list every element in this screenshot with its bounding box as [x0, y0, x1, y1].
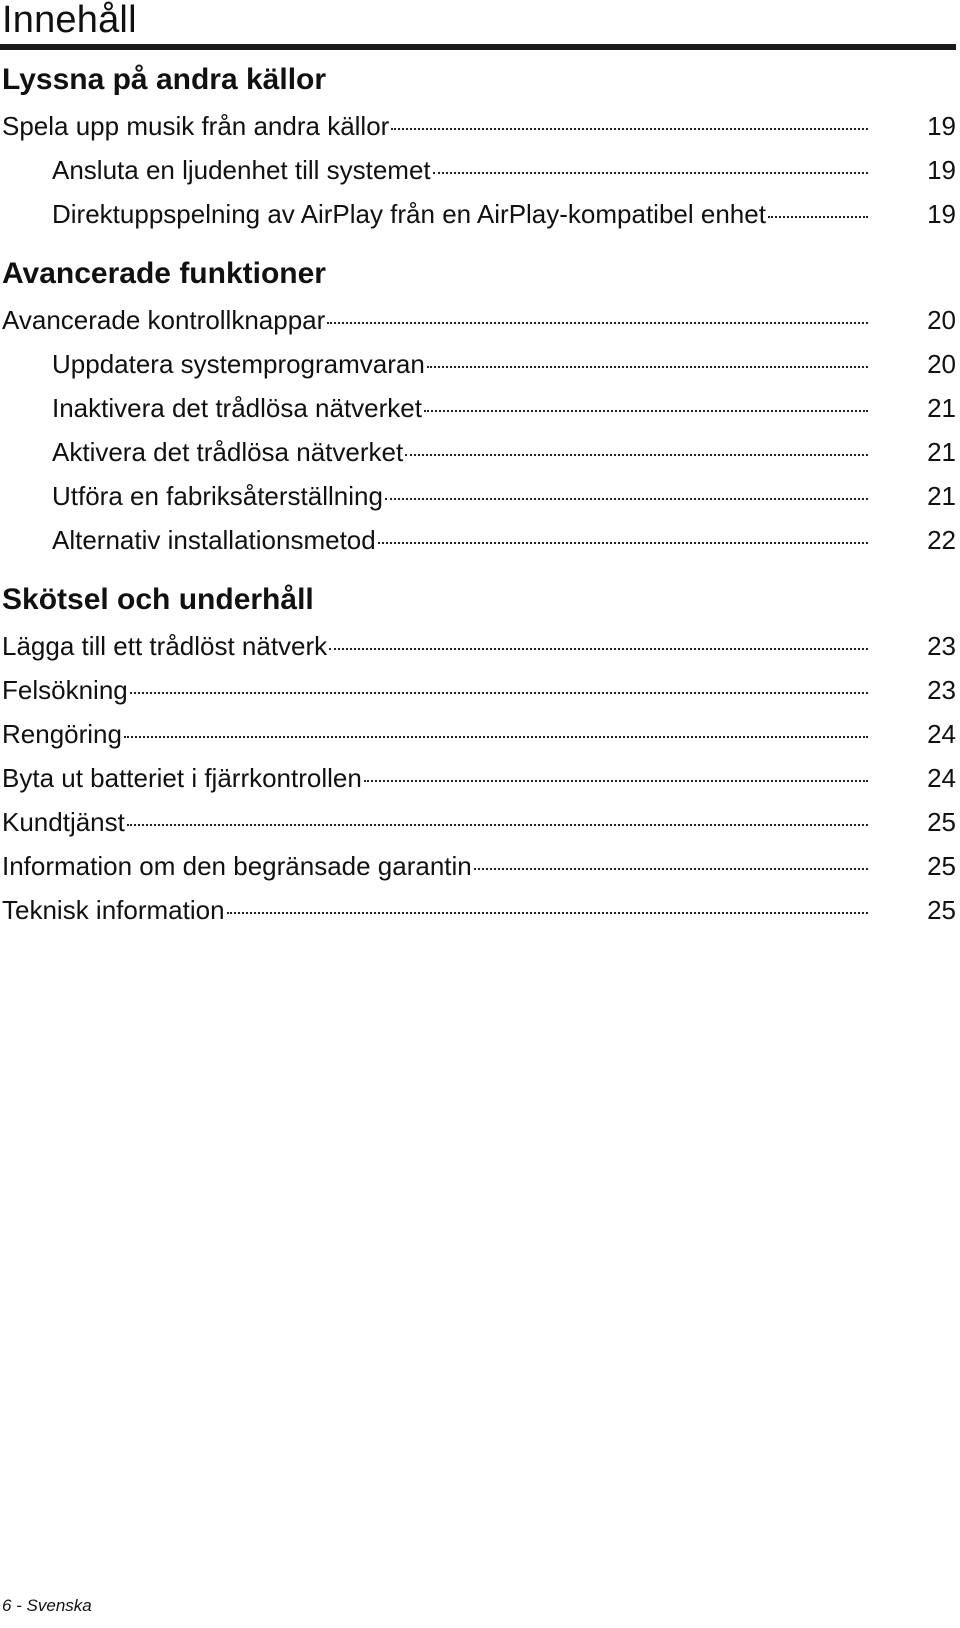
toc-entry-page-number: 24 — [927, 763, 956, 793]
page-footer: 6 - Svenska — [2, 1596, 92, 1615]
toc-entry-page-number: 22 — [927, 525, 956, 555]
toc-entry-page-number: 25 — [927, 895, 956, 925]
dot-leader — [474, 868, 868, 870]
toc-entry-label: Information om den begränsade garantin — [2, 851, 472, 881]
toc-section — [0, 250, 956, 562]
toc-entry-label: Teknisk information — [2, 895, 225, 925]
toc-entry-page-number: 25 — [927, 851, 956, 881]
toc-entry-page-number: 21 — [927, 393, 956, 423]
toc-entry[interactable] — [0, 756, 956, 800]
toc-entry[interactable] — [0, 474, 956, 518]
toc-entry[interactable] — [0, 192, 956, 236]
toc-entry[interactable] — [0, 298, 956, 342]
dot-leader — [385, 498, 868, 500]
dot-leader — [227, 912, 868, 914]
toc-entry-page-number: 21 — [927, 437, 956, 467]
dot-leader — [364, 780, 868, 782]
toc-entry-page-number: 20 — [927, 305, 956, 335]
toc-entry[interactable] — [0, 888, 956, 932]
toc-entry-label: Avancerade kontrollknappar — [2, 305, 326, 335]
toc-entry[interactable] — [0, 844, 956, 888]
toc-entry-page-number: 23 — [927, 631, 956, 661]
toc-entry[interactable] — [0, 668, 956, 712]
toc-entry-label: Spela upp musik från andra källor — [2, 111, 390, 141]
section-heading: Skötsel och underhåll — [2, 583, 314, 616]
toc-entry[interactable] — [0, 624, 956, 668]
toc-entry-label: Aktivera det trådlösa nätverket — [52, 437, 404, 467]
toc-entry-page-number: 21 — [927, 481, 956, 511]
toc-entry[interactable] — [0, 148, 956, 192]
toc-entry-label: Byta ut batteriet i fjärrkontrollen — [2, 763, 362, 793]
toc-entry-label: Alternativ installationsmetod — [52, 525, 376, 555]
toc-entry[interactable] — [0, 386, 956, 430]
toc-entry-page-number: 19 — [927, 199, 956, 229]
dot-leader — [124, 736, 868, 738]
toc-entry-label: Lägga till ett trådlöst nätverk — [2, 631, 328, 661]
section-heading: Avancerade funktioner — [2, 257, 326, 290]
toc-entry-page-number: 24 — [927, 719, 956, 749]
toc-entry-page-number: 19 — [927, 155, 956, 185]
toc-entry-page-number: 25 — [927, 807, 956, 837]
toc-entry-label: Utföra en fabriksåterställning — [52, 481, 383, 511]
toc-section — [0, 56, 956, 236]
toc-entry-page-number: 23 — [927, 675, 956, 705]
dot-leader — [378, 542, 868, 544]
toc-entry-label: Ansluta en ljudenhet till systemet — [52, 155, 431, 185]
toc-entry[interactable] — [0, 518, 956, 562]
page-title: Innehåll — [2, 0, 137, 41]
toc-entry-label: Direktuppspelning av AirPlay från en AirPlay-kompatibel enhet — [52, 199, 766, 229]
dot-leader — [391, 128, 868, 130]
table-of-contents — [0, 56, 956, 932]
toc-entry-label: Felsökning — [2, 675, 128, 705]
dot-leader — [424, 410, 868, 412]
dot-leader — [405, 454, 868, 456]
toc-entry-label: Kundtjänst — [2, 807, 125, 837]
dot-leader — [327, 322, 868, 324]
toc-section — [0, 576, 956, 932]
dot-leader — [127, 824, 868, 826]
section-heading: Lyssna på andra källor — [2, 63, 327, 96]
toc-entry-page-number: 20 — [927, 349, 956, 379]
dot-leader — [768, 216, 868, 218]
toc-entry[interactable] — [0, 342, 956, 386]
toc-entry-label: Inaktivera det trådlösa nätverket — [52, 393, 422, 423]
toc-entry-label: Uppdatera systemprogramvaran — [52, 349, 425, 379]
toc-entry[interactable] — [0, 712, 956, 756]
toc-entry[interactable] — [0, 800, 956, 844]
toc-entry[interactable] — [0, 104, 956, 148]
dot-leader — [433, 172, 868, 174]
dot-leader — [427, 366, 868, 368]
title-underline-rule — [0, 44, 956, 50]
dot-leader — [329, 648, 868, 650]
toc-entry[interactable] — [0, 430, 956, 474]
dot-leader — [130, 692, 868, 694]
toc-entry-page-number: 19 — [927, 111, 956, 141]
toc-entry-label: Rengöring — [2, 719, 122, 749]
